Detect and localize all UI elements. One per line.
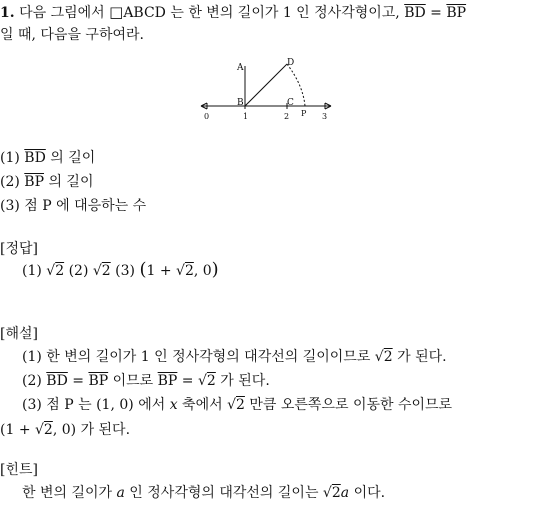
solution-text: (2)	[22, 373, 47, 389]
solution-line-2	[22, 372, 270, 390]
segment-bp: $\overline{BP}$	[157, 373, 178, 389]
solution-text: 만큼 오른쪽으로 이동한 수이므로	[244, 397, 453, 413]
sqrt-symbol: √	[46, 263, 56, 279]
answer-header: [정답]	[0, 241, 38, 257]
question-1	[0, 149, 95, 167]
problem-line-2: 일 때, 다음을 구하여라.	[0, 27, 144, 43]
problem-text-a: 다음 그림에서	[19, 5, 110, 21]
number-line-figure	[193, 55, 353, 125]
radicand: 2	[55, 263, 65, 279]
problem-line-1	[0, 3, 466, 22]
label-p: P	[301, 109, 307, 118]
sqrt-symbol: √	[227, 397, 236, 413]
question-text: 의 길이	[44, 174, 94, 190]
segment-bp: $\overline{BP}$	[446, 5, 467, 21]
answer-part-2: (2)	[64, 263, 93, 279]
radicand: 2	[43, 422, 53, 438]
variable-x: x	[169, 397, 178, 413]
left-paren: (	[139, 259, 147, 280]
radicand: 2	[101, 263, 111, 279]
solution-header: [해설]	[0, 326, 38, 342]
solution-text: , 0) 가 된다.	[52, 422, 131, 438]
hint-text: 한 변의 길이가	[22, 485, 117, 501]
question-number: (3)	[0, 198, 25, 214]
question-number: (2)	[0, 174, 25, 190]
hint-line	[22, 484, 385, 502]
label-b: B	[237, 98, 244, 108]
solution-text: 가 된다.	[215, 373, 270, 389]
equals-sign: =	[425, 5, 447, 21]
variable-a: a	[116, 485, 125, 501]
segment-bd: $\overline{BD}$	[404, 5, 426, 21]
label-c: C	[287, 98, 294, 108]
segment-bd: $\overline{BD}$	[46, 373, 68, 389]
sqrt-symbol: √	[322, 485, 332, 501]
answer-line	[22, 261, 219, 280]
square-symbol: □	[109, 3, 124, 21]
solution-text: 축에서	[177, 397, 228, 413]
variable-a: a	[340, 485, 350, 501]
radicand: 2	[236, 397, 245, 413]
diagonal-bd	[245, 64, 287, 106]
answer-comma-zero: , 0	[193, 263, 212, 279]
sqrt-symbol: √	[198, 373, 207, 389]
hint-text: 인 정사각형의 대각선의 길이는	[124, 485, 323, 501]
solution-text: (1) 한 변의 길이가 1 인 정사각형의 대각선의 길이이므로	[22, 349, 375, 365]
sqrt-symbol: √	[374, 349, 384, 365]
question-number: (1)	[0, 150, 25, 166]
sqrt-symbol: √	[176, 263, 185, 279]
question-3	[0, 197, 146, 215]
tick-label-2: 2	[284, 112, 290, 121]
sqrt-symbol: √	[92, 263, 102, 279]
hint-text: 이다.	[349, 485, 386, 501]
question-2	[0, 173, 93, 191]
solution-text: (1 +	[0, 422, 35, 438]
equals-sign: =	[67, 373, 89, 389]
equals-sign: =	[177, 373, 198, 389]
radicand: 2	[206, 373, 216, 389]
solution-line-1	[22, 348, 447, 366]
tick-label-1: 1	[243, 112, 249, 121]
solution-line-3	[22, 396, 452, 414]
solution-line-4	[0, 421, 130, 439]
question-text: 점 P 에 대응하는 수	[24, 198, 147, 214]
problem-number: 1.	[0, 5, 15, 21]
solution-text: 이므로	[108, 373, 158, 389]
tick-label-0: 0	[204, 112, 210, 121]
right-paren: )	[211, 259, 219, 280]
label-a: A	[237, 63, 244, 73]
radicand: 2	[331, 485, 341, 501]
label-d: D	[287, 58, 295, 68]
solution-text: 가 된다.	[392, 349, 447, 365]
answer-part-3: (3)	[110, 263, 140, 279]
segment-bp: $\overline{BP}$	[88, 373, 109, 389]
radicand: 2	[383, 349, 393, 365]
question-text: 의 길이	[45, 150, 96, 166]
sqrt-symbol: √	[35, 422, 44, 438]
answer-part-1: (1)	[22, 263, 47, 279]
segment-bp: $\overline{BP}$	[24, 174, 44, 190]
tick-label-3: 3	[322, 112, 328, 121]
radicand: 2	[184, 263, 194, 279]
answer-one-plus: 1 +	[146, 263, 177, 279]
segment-bd: $\overline{BD}$	[24, 150, 46, 166]
solution-text: (3) 점 P 는 (1, 0) 에서	[22, 397, 170, 413]
problem-text-b: ABCD 는 한 변의 길이가 1 인 정사각형이고,	[123, 5, 405, 21]
hint-header: [힌트]	[0, 462, 38, 478]
